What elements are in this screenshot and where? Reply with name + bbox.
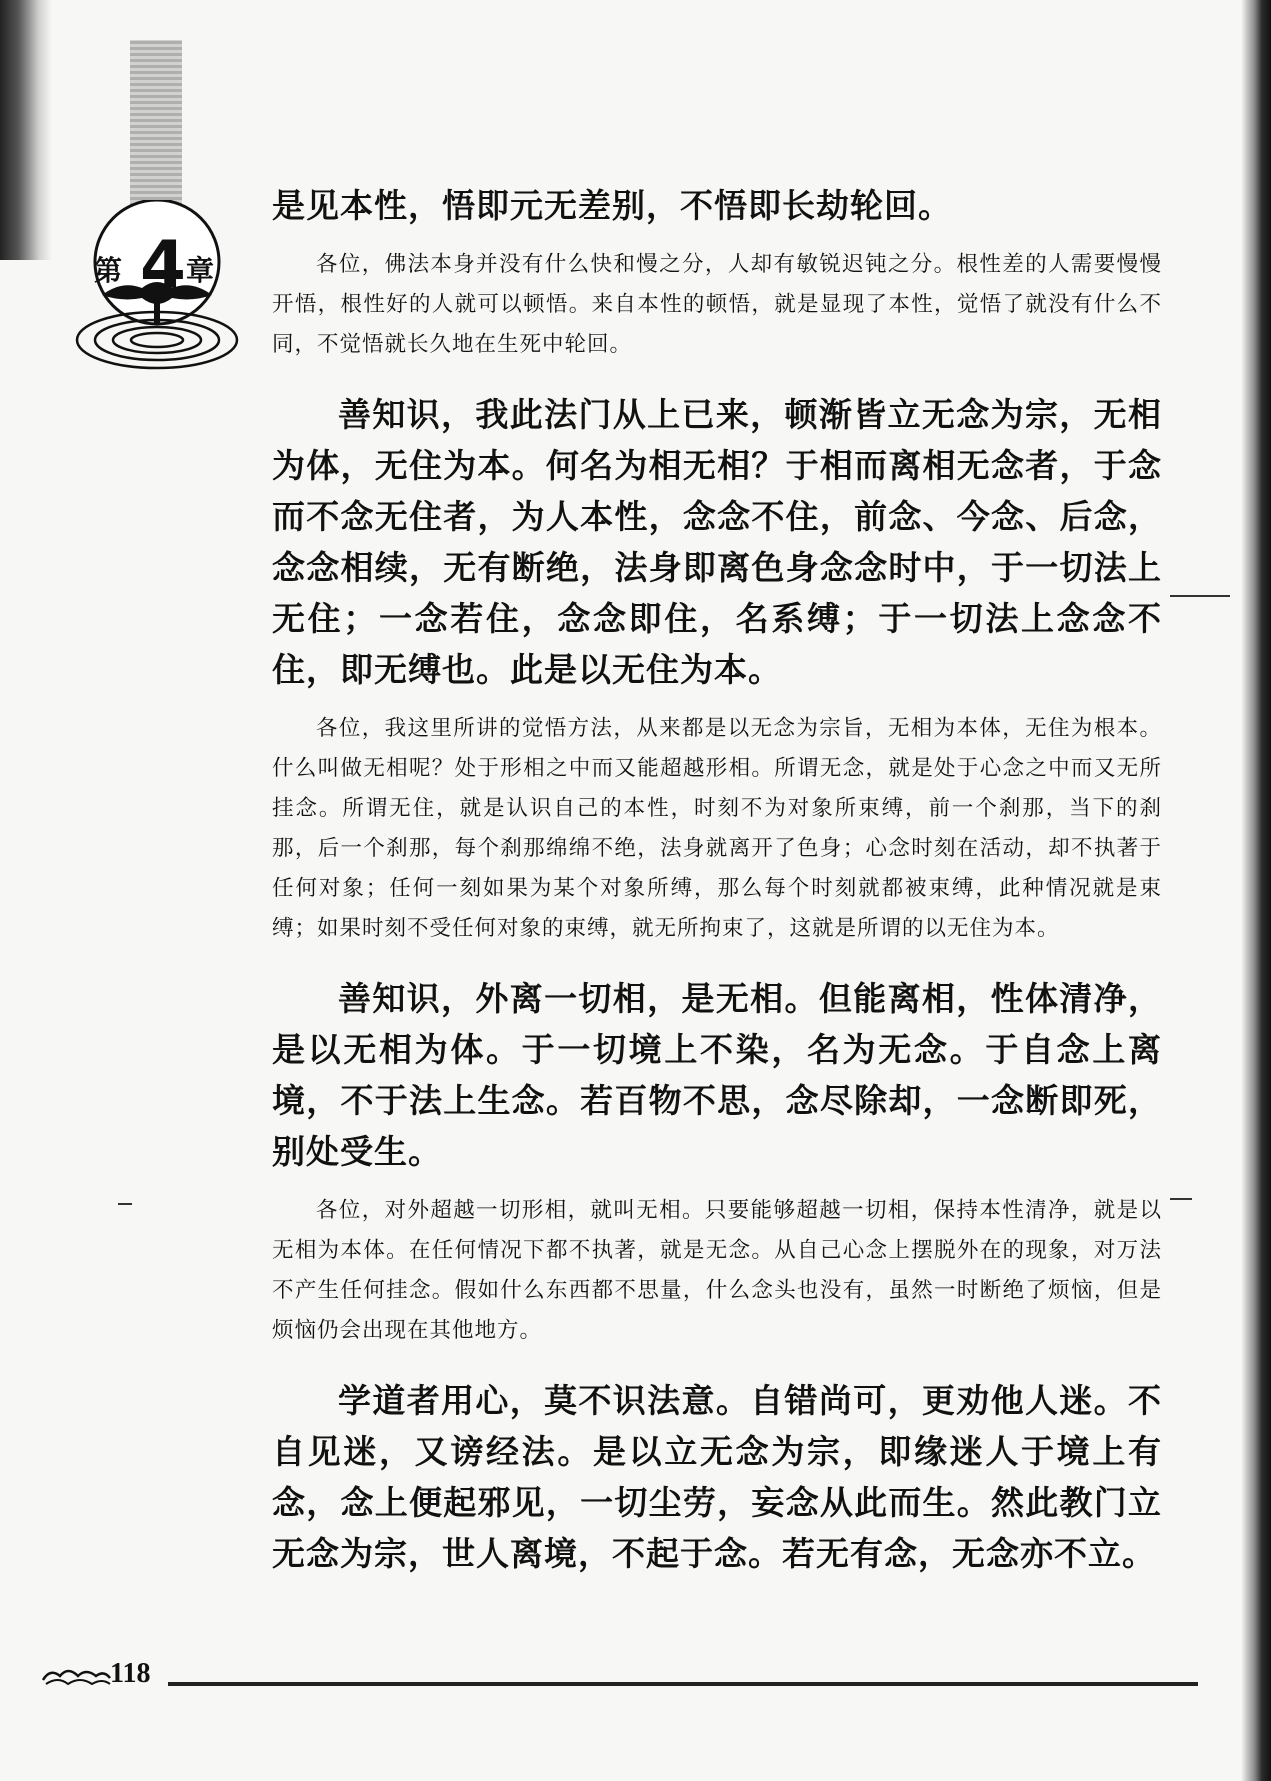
chapter-badge xyxy=(72,200,242,380)
translation-text-1: 各位，佛法本身并没有什么快和慢之分，人却有敏锐迟钝之分。根性差的人需要慢慢开悟，根性好的人就可以顿悟。来自本性的顿悟，就是显现了本性，觉悟了就没有什么不同，不觉悟就长久地在生死中轮回。 xyxy=(272,252,1162,357)
footer-rule xyxy=(168,1682,1198,1686)
cloud-ornament-icon xyxy=(38,1662,113,1692)
page-footer xyxy=(38,1656,1163,1696)
scan-mark xyxy=(118,1203,132,1205)
translation-text-2: 各位，我这里所讲的觉悟方法，从来都是以无念为宗旨，无相为本体，无住为根本。什么叫做无相呢？处于形相之中而又能超越形相。所谓无念，就是处于心念之中而又无所挂念。所谓无住，就是认识自己的本性，时刻不为对象所束缚，前一个刹那，当下的刹那，后一个刹那，每个刹那绵绵不绝，法身就离开了色身；心念时刻在活动，却不执著于任何对象；任何一刻如果为某个对象所缚，那么每个时刻就都被束缚，此种情况就是束缚；如果时刻不受任何对象的束缚，就无所拘束了，这就是所谓的以无住为本。 xyxy=(272,716,1162,941)
original-text-4: 学道者用心，莫不识法意。自错尚可，更劝他人迷。不自见迷，又谤经法。是以立无念为宗，即缘迷人于境上有念，念上便起邪见，一切尘劳，妄念从此而生。然此教门立无念为宗，世人离境，不起于念。若无有念，无念亦不立。 xyxy=(272,1381,1162,1573)
original-text-1: 是见本性，悟即元无差别，不悟即长劫轮回。 xyxy=(272,186,952,225)
scan-edge-right xyxy=(1241,0,1271,1781)
chapter-label-left: 第 xyxy=(94,254,123,287)
page-number: 118 xyxy=(110,1658,151,1689)
translation-text-3: 各位，对外超越一切形相，就叫无相。只要能够超越一切相，保持本性清净，就是以无相为本体。在任何情况下都不执著，就是无念。从自己心念上摆脱外在的现象，对万法不产生任何挂念。假如什么东西都不思量，什么念头也没有，虽然一时断绝了烦恼，但是烦恼仍会出现在其他地方。 xyxy=(272,1198,1162,1343)
original-text-2: 善知识，我此法门从上已来，顿渐皆立无念为宗，无相为体，无住为本。何名为相无相？于相而离相无念者，于念而不念无住者，为人本性，念念不住，前念、今念、后念，念念相续，无有断绝，法身即离色身念念时中，于一切法上无住；一念若住，念念即住，名系缚；于一切法上念念不住，即无缚也。此是以无住为本。 xyxy=(272,395,1162,689)
original-text-3: 善知识，外离一切相，是无相。但能离相，性体清净，是以无相为体。于一切境上不染，名为无念。于自念上离境，不于法上生念。若百物不思，念尽除却，一念断即死，别处受生。 xyxy=(272,979,1162,1171)
scan-shadow-left xyxy=(0,0,52,260)
scan-mark xyxy=(1170,1198,1192,1200)
chapter-number: 4 xyxy=(140,227,186,304)
chapter-label-right: 章 xyxy=(186,254,215,287)
scan-mark xyxy=(1170,595,1230,597)
lotus-emblem-icon xyxy=(72,200,242,380)
page-body xyxy=(272,180,1162,1579)
